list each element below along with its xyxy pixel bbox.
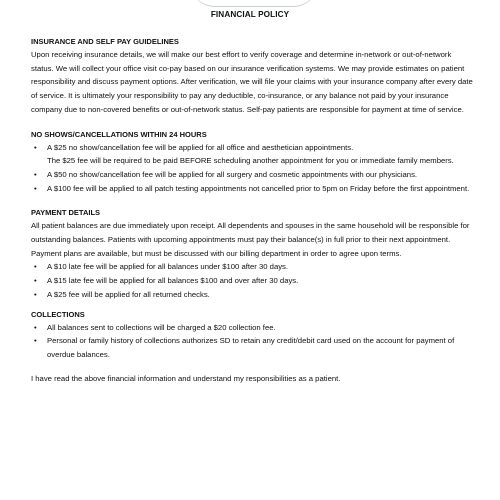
payment-bullet-text: A $10 late fee will be applied for all balances under $100 after 30 days. [47,262,289,272]
collections-bullet-text: All balances sent to collections will be charged a $20 collection fee. [47,322,276,332]
noshow-bullet-text: A $100 fee will be applied to all patch testing appointments not cancelled prior to 5pm on Friday before the first appointment. [47,183,470,193]
bullet-icon: • [34,336,37,346]
bullet-icon: • [34,322,37,332]
noshow-heading: NO SHOWS/CANCELLATIONS WITHIN 24 HOURS [31,129,207,139]
noshow-bullet-item [31,141,476,168]
collections-bullet-text: Personal or family history of collections authorizes SD to retain any credit/debit card used on the account for payment of overdue balances. [47,336,455,359]
payment-bullet-item [31,274,476,288]
document-title: FINANCIAL POLICY [210,10,290,19]
insurance-paragraph: Upon receiving insurance details, we will make our best effort to verify coverage and determine in-network or out-of-network status. We will collect your office visit co-pay based on our insurance verification systems. We may provide estimates on patient responsibility and discuss payment options. After verification, we will file your claims with your insurance company after every date of service. It is ultimately your responsibility to pay any deductible, co-insurance, or any balance not paid by your insurance company due to non-covered benefits or out-of-network status. Self-pay patients are responsible for payment at time of service. [31,50,473,114]
bullet-icon: • [34,142,37,152]
collections-heading: COLLECTIONS [31,309,85,319]
noshow-bullet-text: A $50 no show/cancellation fee will be applied for all surgery and cosmetic appointments with our physicians. [47,169,418,179]
collections-bullet-list [31,321,476,362]
payment-bullet-list [31,260,476,301]
noshow-bullet-item [31,182,476,196]
insurance-heading: INSURANCE AND SELF PAY GUIDELINES [31,37,179,46]
collections-bullet-item [31,321,476,335]
bullet-icon: • [34,183,37,193]
payment-bullet-item [31,260,476,274]
noshow-bullet-text: A $25 no show/cancellation fee will be applied for all office and aesthetician appointments. [47,142,354,152]
noshow-bullet-list [31,141,476,196]
payment-bullet-text: A $15 late fee will be applied for all balances $100 and over after 30 days. [47,276,299,286]
bullet-icon: • [34,289,37,299]
bullet-icon: • [34,276,37,286]
acknowledgement-statement: I have read the above financial information and understand my responsibilities as a patient. [31,373,341,383]
payment-paragraph: All patient balances are due immediately upon receipt. All dependents and spouses in the same household will be responsible for outstanding balances. Patients with upcoming appointments must pay their balance(s) in full prior to their next appointment. Payment plans are available, but must be discussed with our billing department in order to agree upon terms. [31,221,470,258]
policy-content [31,36,476,385]
collections-bullet-item [31,334,476,361]
bullet-icon: • [34,169,37,179]
payment-heading: PAYMENT DETAILS [31,208,101,218]
bullet-icon: • [34,262,37,272]
payment-section [31,207,476,301]
noshow-section [31,129,476,196]
insurance-section [31,36,476,117]
payment-bullet-item [31,288,476,302]
noshow-bullet-item [31,168,476,182]
payment-bullet-text: A $25 fee will be applied for all returned checks. [47,289,210,299]
logo-arc [190,0,318,7]
collections-section [31,309,476,362]
noshow-bullet-subtext: The $25 fee will be required to be paid BEFORE scheduling another appointment for you or immediate family members. [47,156,454,166]
